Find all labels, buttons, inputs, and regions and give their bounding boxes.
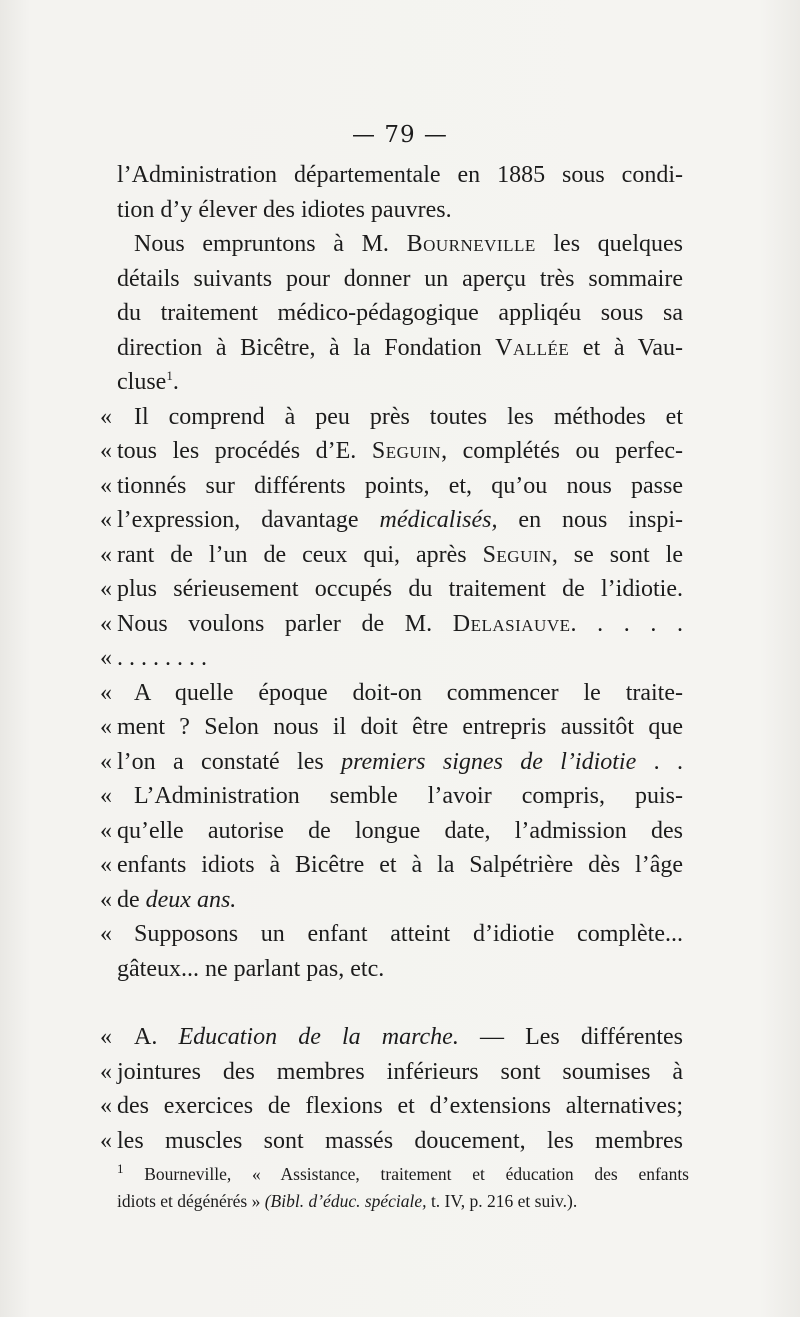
quote-line: « tionnés sur différents points, et, qu’ou nous passe bbox=[117, 469, 683, 504]
quote-line: « qu’elle autorise de longue date, l’admission des bbox=[117, 814, 683, 849]
text-line: tion d’y élever des idiotes pauvres. bbox=[117, 196, 452, 223]
quote-line: « l’on a constaté les premiers signes de l’idiotie . . bbox=[117, 745, 683, 780]
author-name: Bourneville bbox=[406, 231, 536, 257]
quote-line: « Il comprend à peu près toutes les méthodes et bbox=[117, 400, 683, 435]
footnote bbox=[117, 1161, 689, 1215]
footnote-line: idiots et dégénérés » (Bibl. d’éduc. spéciale, t. IV, p. 216 et suiv.). bbox=[117, 1191, 578, 1211]
text-line: du traitement médico-pédagogique appliqéu sous sa bbox=[117, 300, 683, 326]
page-number: — 79 — bbox=[352, 122, 448, 148]
footnote-line: $^1$ Bourneville, « Assistance, traitement et éducation des enfants bbox=[117, 1161, 689, 1184]
text-line: détails suivants pour donner un aperçu très sommaire bbox=[117, 265, 683, 292]
quote-line: « rant de l’un de ceux qui, après Seguin, se sont le bbox=[117, 538, 683, 573]
quote-line: « l’expression, davantage médicalisés, en nous inspi- bbox=[117, 503, 683, 538]
text-line: gâteux... ne parlant pas, etc. bbox=[117, 955, 385, 982]
quote-line: « des exercices de flexions et d’extensions alternatives; bbox=[117, 1089, 683, 1124]
text-line: direction à Bicêtre, à la Fondation Vallée et à Vau- bbox=[117, 334, 683, 361]
quote-line: « A quelle époque doit-on commencer le traite- bbox=[117, 676, 683, 711]
foundation-name: Vallée bbox=[495, 334, 570, 361]
quote-line: « L’Administration semble l’avoir compris, puis- bbox=[117, 779, 683, 814]
author-name: Delasiauve bbox=[452, 610, 571, 637]
footnote-ref: 1 bbox=[166, 368, 173, 383]
quote-line: « les muscles sont massés doucement, les membres bbox=[117, 1124, 683, 1159]
section-heading: Education de la marche. bbox=[178, 1024, 459, 1050]
quote-line: « ment ? Selon nous il doit être entrepris aussitôt que bbox=[117, 710, 683, 745]
quote-line: « Supposons un enfant atteint d’idiotie complète... bbox=[117, 917, 683, 952]
quote-line: « A. Education de la marche. — Les différentes bbox=[117, 1020, 683, 1055]
quote-line: « enfants idiots à Bicêtre et à la Salpétrière dès l’âge bbox=[117, 848, 683, 883]
quote-line: « de deux ans. bbox=[117, 883, 683, 918]
quote-line: « Nous voulons parler de M. Delasiauve. . . . . bbox=[117, 607, 683, 642]
text-line: l’Administration départementale en 1885 sous condi- bbox=[117, 162, 683, 188]
quote-line: « jointures des membres inférieurs sont soumises à bbox=[117, 1055, 683, 1090]
quote-line: « . . . . . . . . bbox=[117, 641, 683, 676]
quote-line: « tous les procédés d’E. Seguin, complétés ou perfec- bbox=[117, 434, 683, 469]
text-line: Nous empruntons à M. Bourneville les quelques bbox=[134, 231, 683, 257]
text-line: cluse$^1$. bbox=[117, 368, 179, 395]
author-name: Seguin bbox=[482, 541, 552, 568]
body-text bbox=[117, 158, 683, 1158]
quote-line: « plus sérieusement occupés du traitement de l’idiotie. bbox=[117, 572, 683, 607]
author-name: Seguin bbox=[371, 438, 442, 464]
